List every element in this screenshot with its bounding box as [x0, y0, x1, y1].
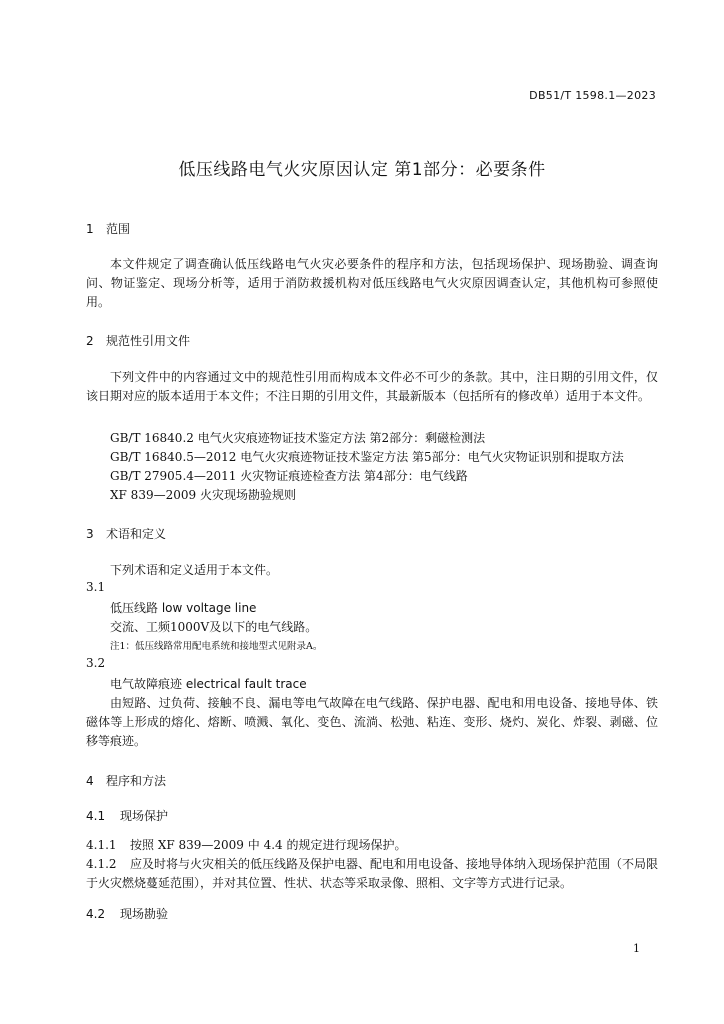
reference-item: XF 839—2009 火灾现场勘验规则: [110, 488, 296, 502]
term-note: 注1：低压线路常用配电系统和接地型式见附录A。: [110, 641, 323, 652]
reference-item: GB/T 27905.4—2011 火灾物证痕迹检查方法 第4部分：电气线路: [110, 469, 468, 483]
clause-4-1-2: [86, 855, 658, 893]
section-4-heading: [86, 772, 166, 789]
subsection-number: 4.2: [86, 907, 106, 921]
section-1-heading: [86, 220, 130, 237]
term-number: 3.2: [86, 656, 106, 670]
scope-paragraph: 本文件规定了调查确认低压线路电气火灾必要条件的程序和方法，包括现场保护、现场勘验、调查询问、物证鉴定、现场分析等，适用于消防救援机构对低压线路电气火灾原因调查认定，其他机构可参照使用。: [86, 257, 658, 309]
page-number: 1: [633, 942, 640, 955]
doc-number: DB51/T 1598.1—2023: [529, 89, 656, 102]
section-number: 1: [86, 222, 94, 236]
section-title: 程序和方法: [106, 774, 167, 788]
section-title: 术语和定义: [106, 527, 167, 541]
subsection-4-2-heading: [86, 905, 168, 922]
term-number: 3.1: [86, 580, 106, 594]
term-definition: 交流、工频1000V及以下的电气线路。: [110, 620, 318, 634]
clause-number: 4.1.2: [86, 857, 117, 871]
subsection-title: 现场保护: [120, 809, 169, 823]
subsection-4-1-heading: [86, 807, 168, 824]
term-name: 电气故障痕迹 electrical fault trace: [110, 677, 307, 691]
subsection-number: 4.1: [86, 809, 106, 823]
subsection-title: 现场勘验: [120, 907, 169, 921]
section-number: 2: [86, 334, 94, 348]
section-number: 3: [86, 527, 94, 541]
section-title: 范围: [106, 222, 131, 236]
section-2-heading: [86, 332, 190, 349]
document-title: 低压线路电气火灾原因认定 第1部分：必要条件: [178, 160, 546, 180]
section-title: 规范性引用文件: [106, 334, 191, 348]
clause-text: 按照 XF 839—2009 中 4.4 的规定进行现场保护。: [130, 838, 407, 852]
terms-intro: 下列术语和定义适用于本文件。: [110, 563, 279, 577]
term-name: 低压线路 low voltage line: [110, 601, 257, 615]
clause-4-1-1: [86, 836, 406, 853]
clause-text: 应及时将与火灾相关的低压线路及保护电器、配电和用电设备、接地导体纳入现场保护范围（不局限于火灾燃烧蔓延范围），并对其位置、性状、状态等采取录像、照相、文字等方式进行记录。: [86, 857, 659, 890]
section-number: 4: [86, 774, 94, 788]
normative-references-paragraph: 下列文件中的内容通过文中的规范性引用而构成本文件必不可少的条款。其中，注日期的引用文件，仅该日期对应的版本适用于本文件；不注日期的引用文件，其最新版本（包括所有的修改单）适用于本文件。: [86, 370, 658, 403]
reference-item: GB/T 16840.5—2012 电气火灾痕迹物证技术鉴定方法 第5部分：电气火灾物证识别和提取方法: [110, 450, 624, 464]
reference-item: GB/T 16840.2 电气火灾痕迹物证技术鉴定方法 第2部分：剩磁检测法: [110, 431, 486, 445]
term-definition: 由短路、过负荷、接触不良、漏电等电气故障在电气线路、保护电器、配电和用电设备、接地导体、铁磁体等上形成的熔化、熔断、喷溅、氧化、变色、流淌、松弛、粘连、变形、烧灼、炭化、炸裂、剥磁、位移等痕迹。: [86, 696, 658, 748]
clause-number: 4.1.1: [86, 838, 117, 852]
section-3-heading: [86, 525, 166, 542]
